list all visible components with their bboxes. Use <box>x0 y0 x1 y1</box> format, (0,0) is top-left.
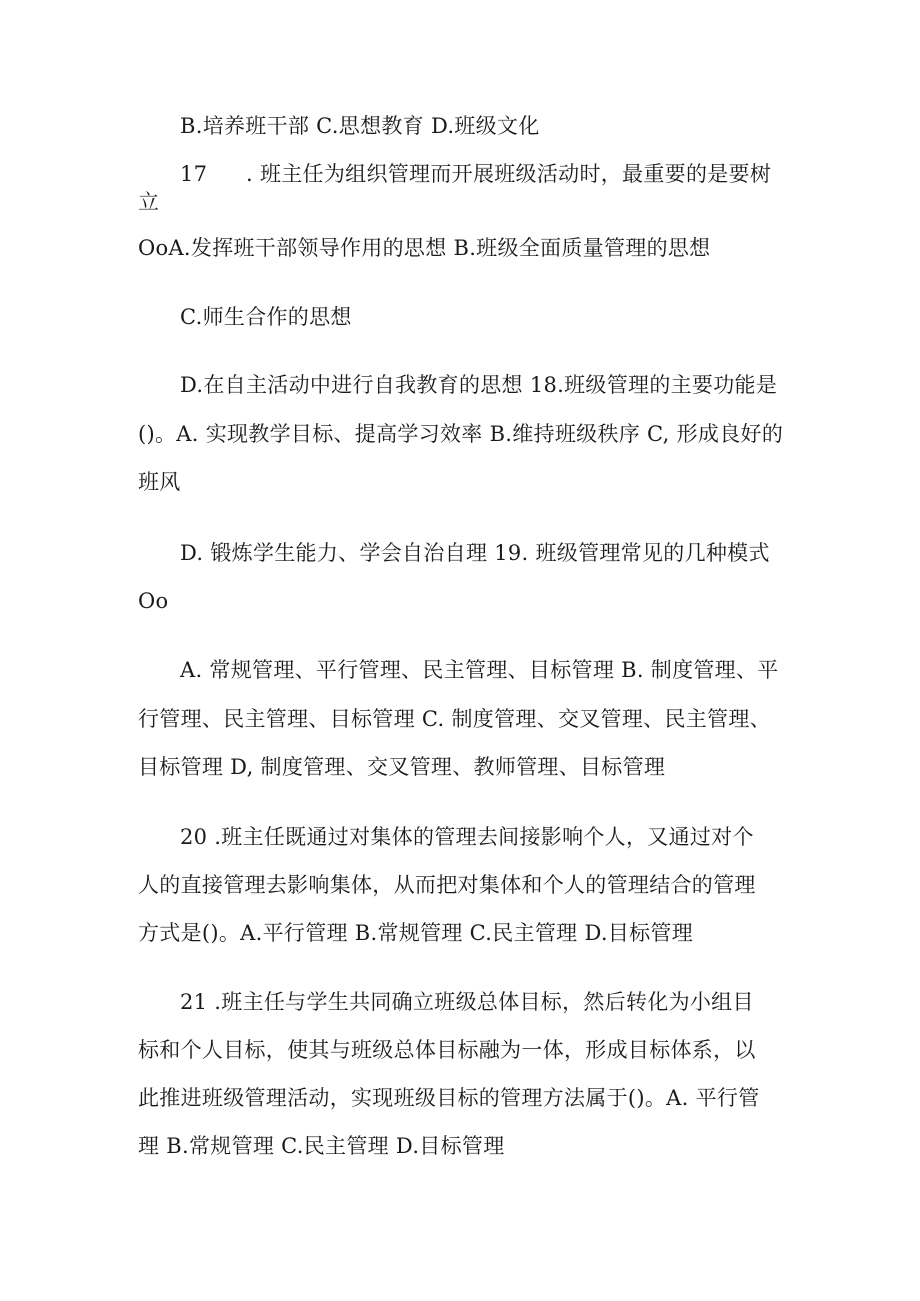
text-line: C.师生合作的思想 <box>180 305 352 329</box>
text-line: 立 <box>138 190 160 214</box>
text-line: 行管理、民主管理、目标管理 C. 制度管理、交叉管理、民主管理、 <box>138 707 771 731</box>
text-line: 班风 <box>138 470 181 494</box>
text-line: 此推进班级管理活动，实现班级目标的管理方法属于()。A. 平行管 <box>138 1086 760 1110</box>
text-line: D.在自主活动中进行自我教育的思想 18.班级管理的主要功能是 <box>180 373 778 397</box>
text-line: 20 .班主任既通过对集体的管理去间接影响个人，又通过对个 <box>180 825 754 849</box>
text-line: ()。A. 实现教学目标、提高学习效率 B.维持班级秩序 C, 形成良好的 <box>138 422 784 446</box>
text-line: 目标管理 D, 制度管理、交叉管理、教师管理、目标管理 <box>138 755 666 779</box>
text-line: A. 常规管理、平行管理、民主管理、目标管理 B. 制度管理、平 <box>180 658 779 682</box>
text-line: 方式是()。A.平行管理 B.常规管理 C.民主管理 D.目标管理 <box>138 921 694 945</box>
question-17 <box>180 160 771 188</box>
question-number: 17 <box>180 162 208 186</box>
text-line: 人的直接管理去影响集体，从而把对集体和个人的管理结合的管理 <box>138 873 756 897</box>
text-line: B.培养班干部 C.思想教育 D.班级文化 <box>180 114 540 138</box>
text-line: OoA.发挥班干部领导作用的思想 B.班级全面质量管理的思想 <box>138 236 711 260</box>
text-line: 理 B.常规管理 C.民主管理 D.目标管理 <box>138 1134 505 1158</box>
text-line: 21 .班主任与学生共同确立班级总体目标，然后转化为小组目 <box>180 990 754 1014</box>
question-text: . 班主任为组织管理而开展班级活动时，最重要的是要树 <box>246 162 772 186</box>
text-line: 标和个人目标，使其与班级总体目标融为一体，形成目标体系，以 <box>138 1038 756 1062</box>
text-line: Oo <box>138 589 169 613</box>
text-line: D. 锻炼学生能力、学会自治自理 19. 班级管理常见的几种模式 <box>180 541 770 565</box>
